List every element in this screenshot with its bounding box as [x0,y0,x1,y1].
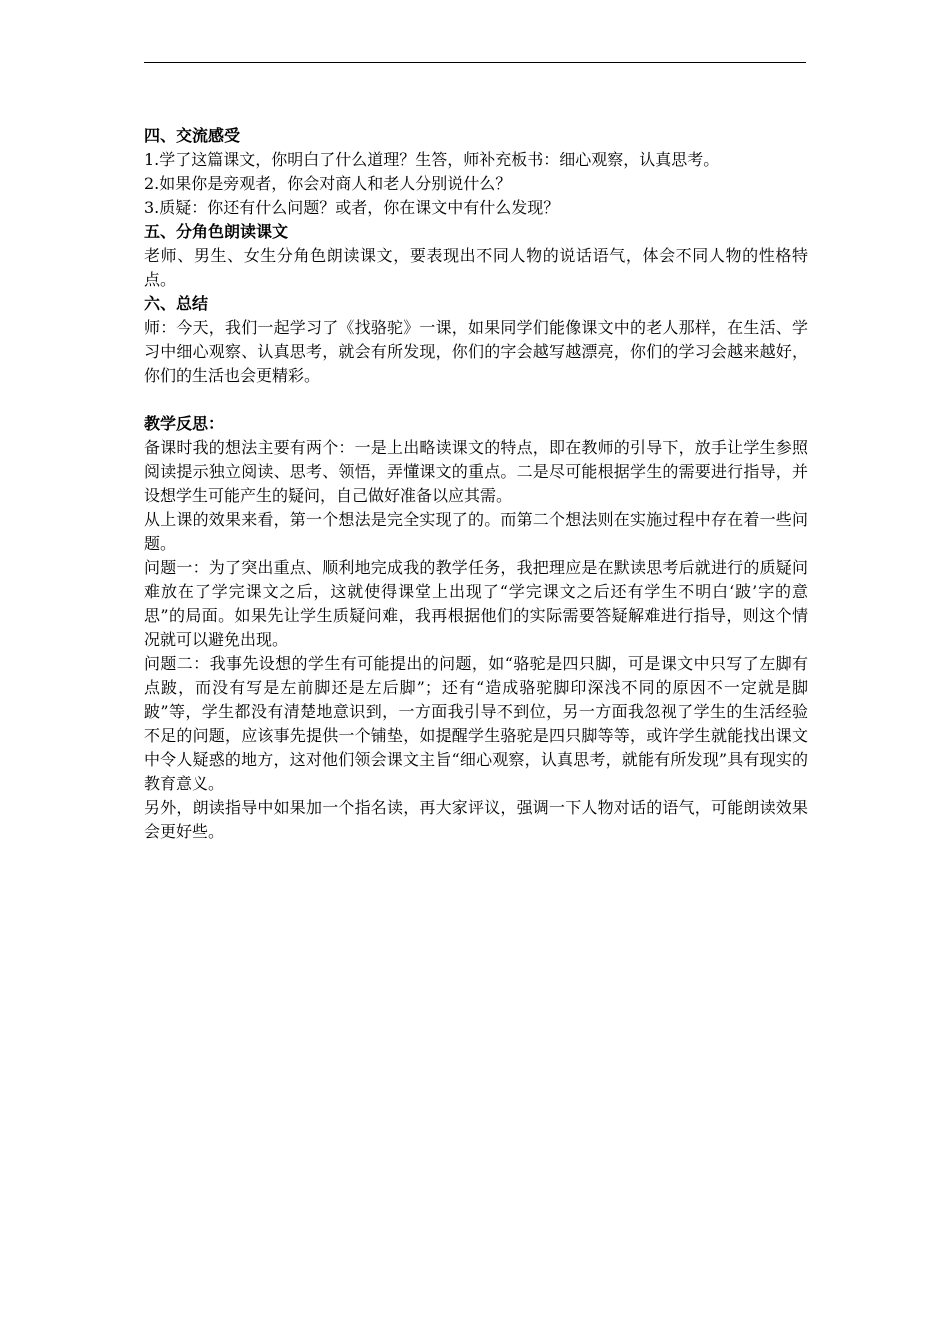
reflection-paragraph-4: 问题二：我事先设想的学生有可能提出的问题，如“骆驼是四只脚，可是课文中只写了左脚有点跛，而没有写是左前脚还是左后脚”；还有“造成骆驼脚印深浅不同的原因不一定就是脚跛”等，学生都没有清楚地意识到，一方面我引导不到位，另一方面我忽视了学生的生活经验不足的问题，应该事先提供一个铺垫，如提醒学生骆驼是四只脚等等，或许学生就能找出课文中令人疑惑的地方，这对他们领会课文主旨“细心观察，认真思考，就能有所发现”具有现实的教育意义。 [144,654,808,793]
section-heading-role-reading: 五、分角色朗读课文 [144,222,289,241]
section-heading-summary: 六、总结 [144,294,209,313]
exchange-item-1: 1.学了这篇课文，你明白了什么道理？生答，师补充板书：细心观察，认真思考。 [144,150,720,169]
reflection-paragraph-3: 问题一：为了突出重点、顺利地完成我的教学任务，我把理应是在默读思考后就进行的质疑问难放在了学完课文之后，这就使得课堂上出现了“学完课文之后还有学生不明白‘跛’字的意思”的局面。如果先让学生质疑问难，我再根据他们的实际需要答疑解难进行指导，则这个情况就可以避免出现。 [144,558,808,649]
reflection-heading: 教学反思： [144,414,225,433]
exchange-item-2: 2.如果你是旁观者，你会对商人和老人分别说什么？ [144,174,512,193]
reflection-paragraph-1: 备课时我的想法主要有两个：一是上出略读课文的特点，即在教师的引导下，放手让学生参照阅读提示独立阅读、思考、领悟，弄懂课文的重点。二是尽可能根据学生的需要进行指导，并设想学生可能产生的疑问，自己做好准备以应其需。 [144,438,808,505]
reflection-paragraph-2: 从上课的效果来看，第一个想法是完全实现了的。而第二个想法则在实施过程中存在着一些问题。 [144,510,808,553]
section-spacer [144,388,808,412]
section-heading-exchange: 四、交流感受 [144,126,241,145]
header-rule [144,62,806,63]
reflection-paragraph-5: 另外，朗读指导中如果加一个指名读，再大家评议，强调一下人物对话的语气，可能朗读效果会更好些。 [144,798,808,841]
role-reading-paragraph: 老师、男生、女生分角色朗读课文，要表现出不同人物的说话语气，体会不同人物的性格特点。 [144,246,808,289]
summary-paragraph: 师：今天，我们一起学习了《找骆驼》一课，如果同学们能像课文中的老人那样，在生活、学习中细心观察、认真思考，就会有所发现，你们的字会越写越漂亮，你们的学习会越来越好，你们的生活也会更精彩。 [144,318,808,385]
exchange-item-3: 3.质疑：你还有什么问题？或者，你在课文中有什么发现？ [144,198,560,217]
document-body [144,124,808,844]
